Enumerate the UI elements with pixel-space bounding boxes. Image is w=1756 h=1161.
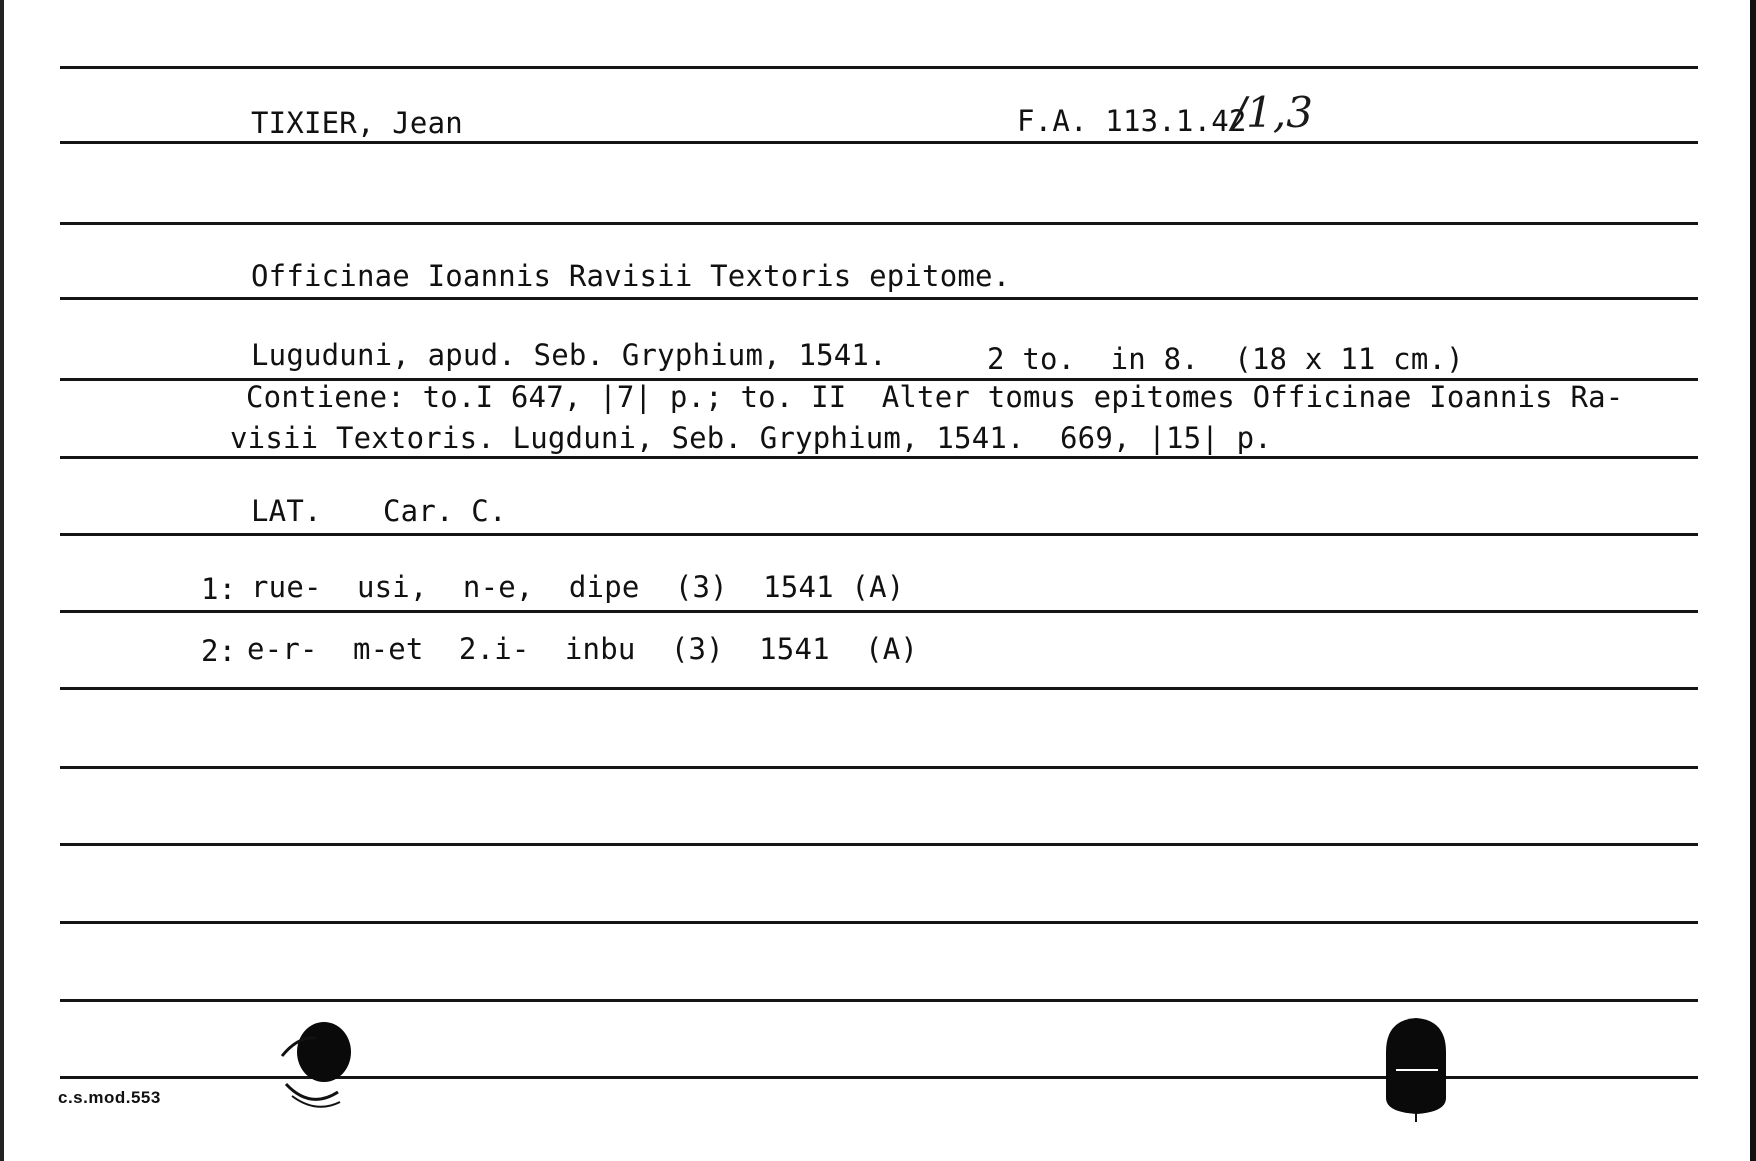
shelfmark: F.A. 113.1.42 xyxy=(1017,104,1247,138)
language-code: LAT. xyxy=(251,494,322,528)
card-rule xyxy=(60,66,1698,69)
fingerprint-text-1: rue- usi, n-e, dipe (3) 1541 (A) xyxy=(251,570,905,604)
contents-note-line1: Contiene: to.I 647, |7| p.; to. II Alter tomus epitomes Officinae Ioannis Ra- xyxy=(246,380,1624,414)
card-rule xyxy=(60,999,1698,1002)
classification: Car. C. xyxy=(383,494,507,528)
card-rule xyxy=(60,456,1698,459)
contents-note-line2: visii Textoris. Lugduni, Seb. Gryphium, 1541. 669, |15| p. xyxy=(230,421,1272,455)
punch-hole-left-icon xyxy=(268,1018,368,1118)
card-rule xyxy=(60,141,1698,144)
physical-format: 2 to. in 8. (18 x 11 cm.) xyxy=(987,342,1464,376)
card-right-edge xyxy=(1750,0,1756,1161)
card-rule xyxy=(60,766,1698,769)
fingerprint-label-2: 2: xyxy=(201,634,237,668)
shelfmark-handwritten: /1,3 xyxy=(1232,88,1313,137)
card-rule xyxy=(60,687,1698,690)
card-rule xyxy=(60,843,1698,846)
book-title: Officinae Ioannis Ravisii Textoris epitome. xyxy=(251,259,1011,293)
fingerprint-text-2: e-r- m-et 2.i- inbu (3) 1541 (A) xyxy=(247,632,919,666)
card-rule xyxy=(60,610,1698,613)
card-rule xyxy=(60,297,1698,300)
card-rule xyxy=(60,222,1698,225)
author-name: TIXIER, Jean xyxy=(251,106,463,140)
punch-hole-right-icon xyxy=(1376,1012,1456,1122)
form-code: c.s.mod.553 xyxy=(58,1088,161,1107)
card-rule xyxy=(60,533,1698,536)
card-left-edge xyxy=(0,0,4,1161)
fingerprint-label-1: 1: xyxy=(201,572,237,606)
imprint: Luguduni, apud. Seb. Gryphium, 1541. xyxy=(251,338,887,372)
card-rule xyxy=(60,921,1698,924)
